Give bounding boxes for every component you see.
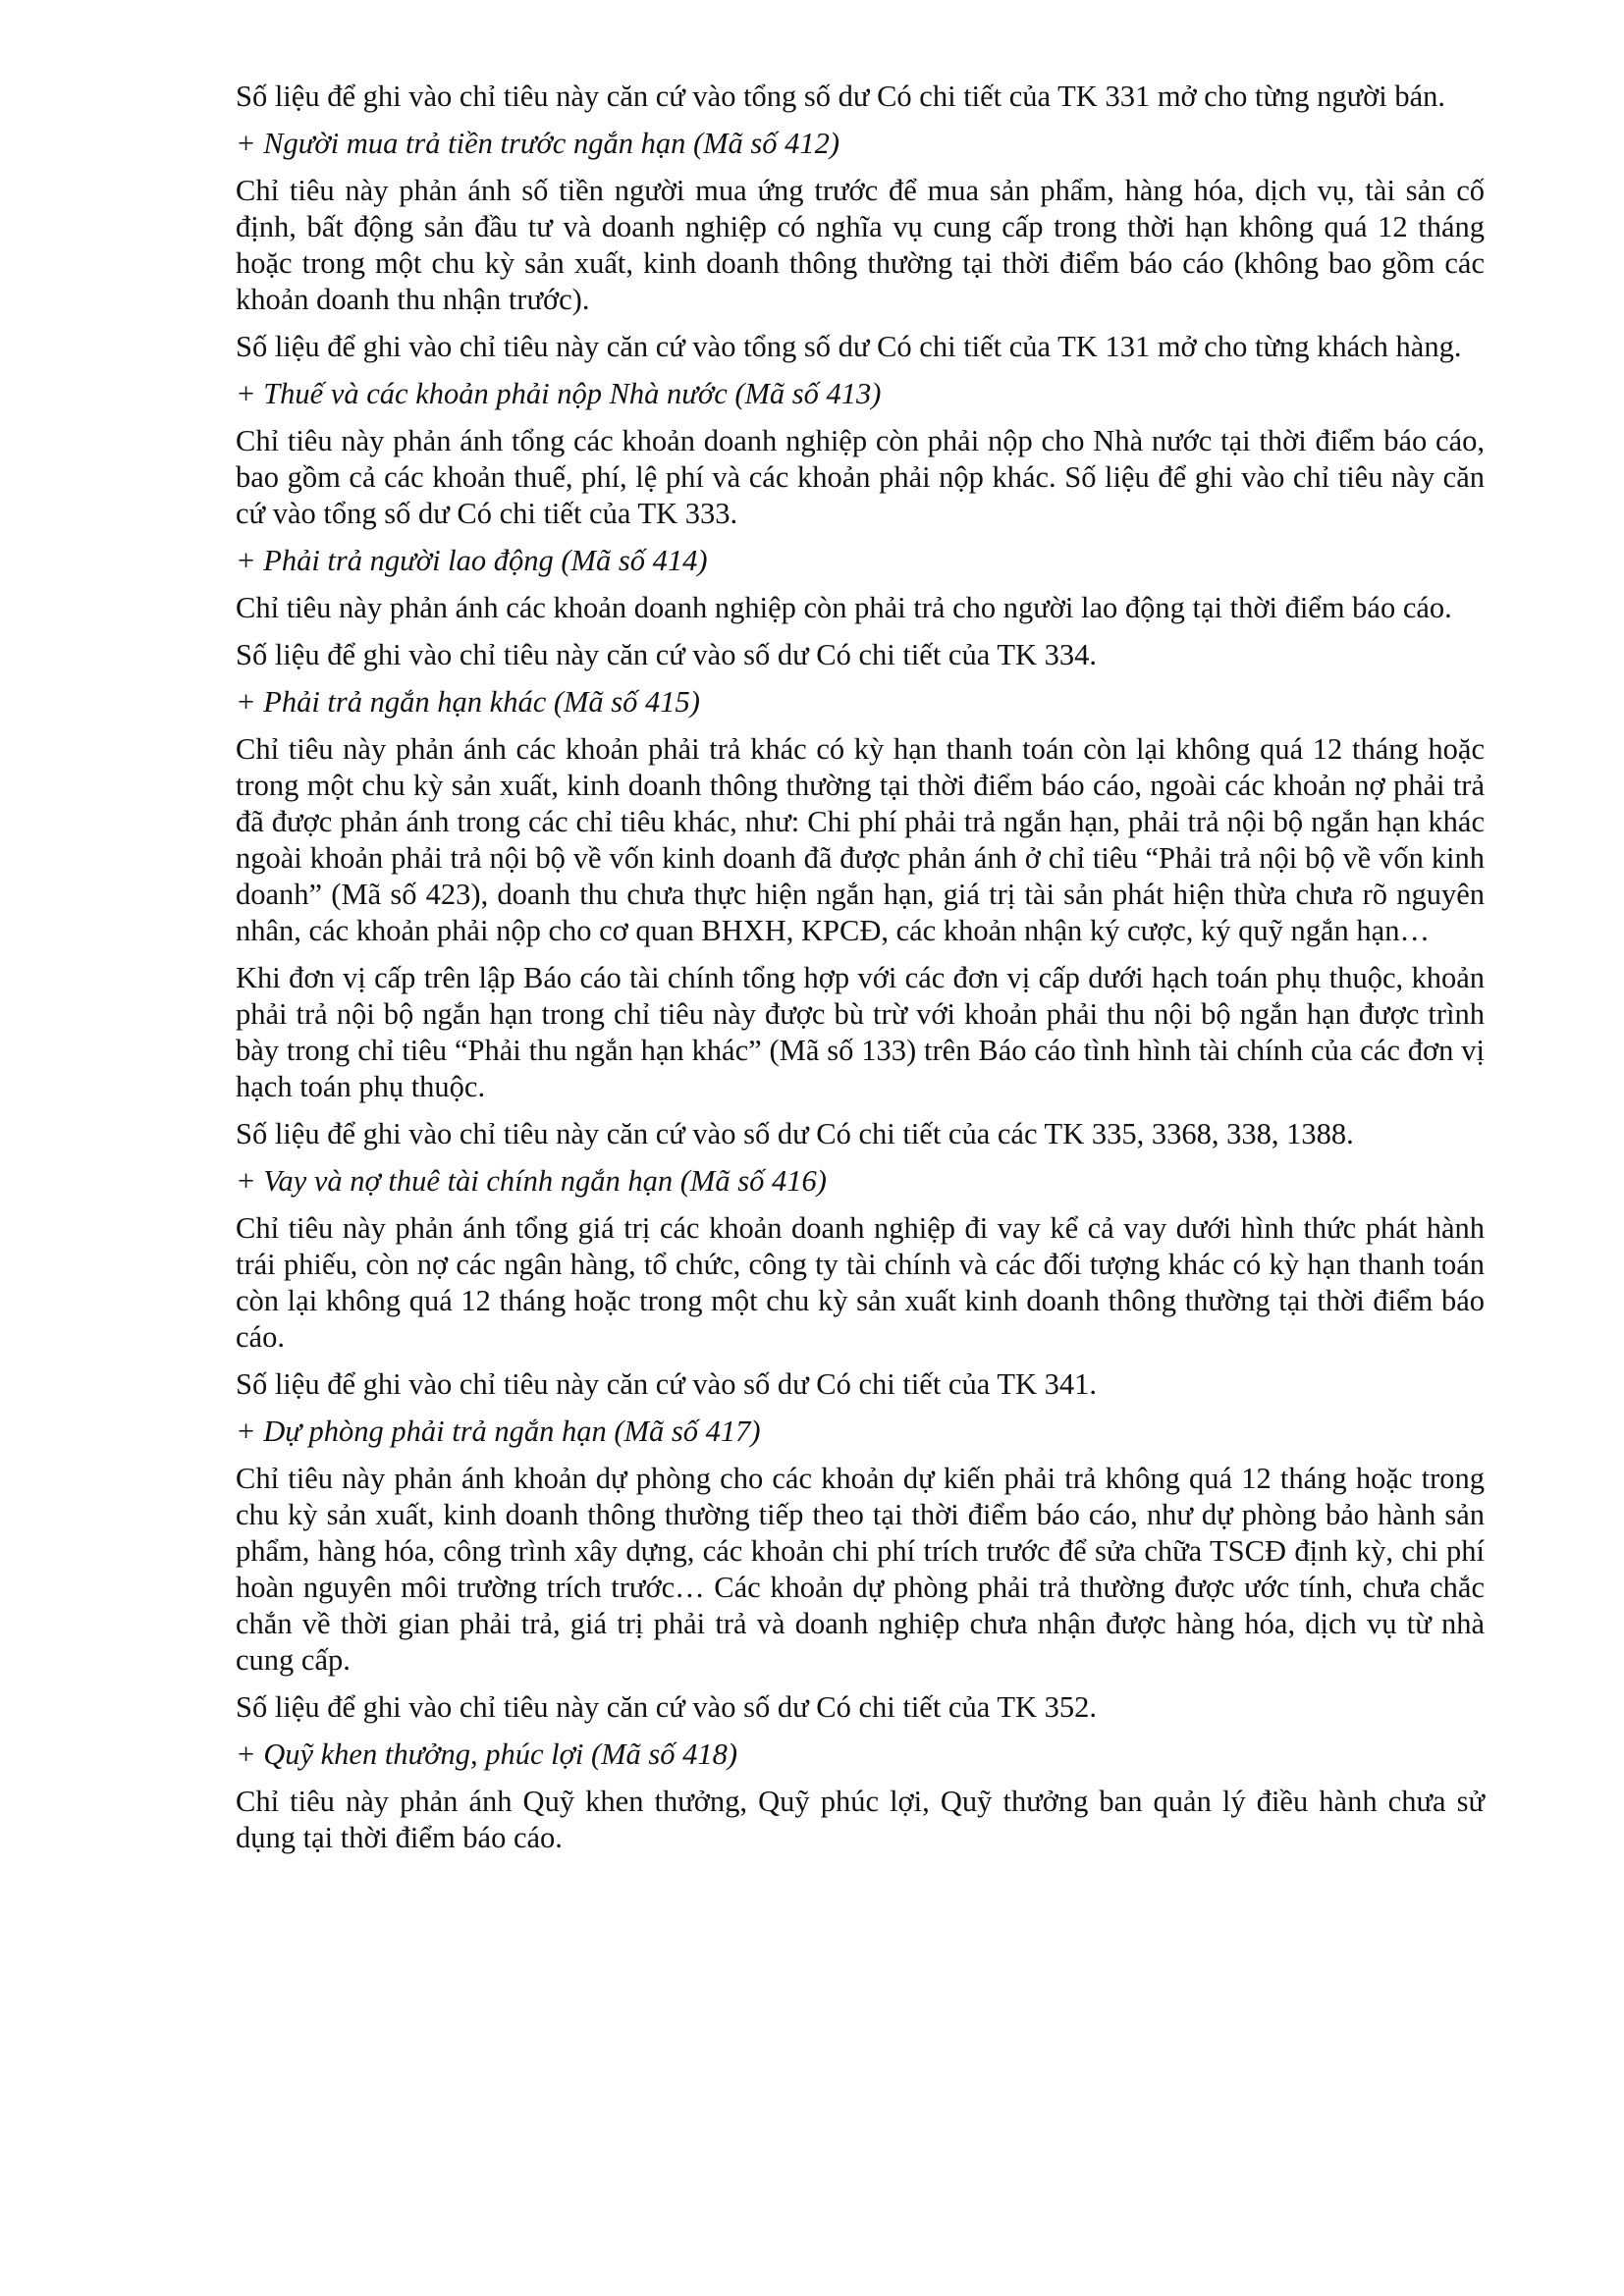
- paragraph: Số liệu để ghi vào chỉ tiêu này căn cứ vào số dư Có chi tiết của TK 334.: [236, 638, 1097, 671]
- paragraph: Khi đơn vị cấp trên lập Báo cáo tài chính tổng hợp với các đơn vị cấp dưới hạch toán phụ thuộc, khoản phải trả nội bộ ngắn hạn trong chỉ tiêu này được bù trừ với khoản phải thu nội bộ ngắn hạn được trình bày trong chỉ tiêu “Phải thu ngắn hạn khác” (Mã số 133) trên Báo cáo tình hình tài chính của các đơn vị hạch toán phụ thuộc.: [236, 961, 1485, 1103]
- paragraph: Số liệu để ghi vào chỉ tiêu này căn cứ vào số dư Có chi tiết của TK 352.: [236, 1690, 1097, 1724]
- paragraph: Chỉ tiêu này phản ánh các khoản doanh nghiệp còn phải trả cho người lao động tại thời điểm báo cáo.: [236, 591, 1452, 624]
- paragraph: Số liệu để ghi vào chỉ tiêu này căn cứ vào số dư Có chi tiết của các TK 335, 3368, 338, 1388.: [236, 1117, 1354, 1150]
- paragraph: Chỉ tiêu này phản ánh Quỹ khen thưởng, Quỹ phúc lợi, Quỹ thưởng ban quản lý điều hành chưa sử dụng tại thời điểm báo cáo.: [236, 1785, 1485, 1854]
- paragraph: Chỉ tiêu này phản ánh tổng các khoản doanh nghiệp còn phải nộp cho Nhà nước tại thời điểm báo cáo, bao gồm cả các khoản thuế, phí, lệ phí và các khoản phải nộp khác. Số liệu để ghi vào chỉ tiêu này căn cứ vào tổng số dư Có chi tiết của TK 333.: [236, 424, 1485, 530]
- paragraph: Chỉ tiêu này phản ánh tổng giá trị các khoản doanh nghiệp đi vay kể cả vay dưới hình thức phát hành trái phiếu, còn nợ các ngân hàng, tổ chức, công ty tài chính và các đối tượng khác có kỳ hạn thanh toán còn lại không quá 12 tháng hoặc trong một chu kỳ sản xuất kinh doanh thông thường tại thời điểm báo cáo.: [236, 1211, 1485, 1354]
- document-page: [236, 79, 1485, 1867]
- section-heading: + Phải trả ngắn hạn khác (Mã số 415): [236, 685, 700, 719]
- section-heading: + Thuế và các khoản phải nộp Nhà nước (Mã số 413): [236, 377, 882, 410]
- section-heading: + Người mua trả tiền trước ngắn hạn (Mã số 412): [236, 127, 840, 160]
- paragraph: Số liệu để ghi vào chỉ tiêu này căn cứ vào số dư Có chi tiết của TK 341.: [236, 1367, 1097, 1401]
- section-heading: + Quỹ khen thưởng, phúc lợi (Mã số 418): [236, 1737, 738, 1771]
- paragraph: Chỉ tiêu này phản ánh số tiền người mua ứng trước để mua sản phẩm, hàng hóa, dịch vụ, tài sản cố định, bất động sản đầu tư và doanh nghiệp có nghĩa vụ cung cấp trong thời hạn không quá 12 tháng hoặc trong một chu kỳ sản xuất, kinh doanh thông thường tại thời điểm báo cáo (không bao gồm các khoản doanh thu nhận trước).: [236, 174, 1485, 316]
- paragraph: Chỉ tiêu này phản ánh các khoản phải trả khác có kỳ hạn thanh toán còn lại không quá 12 tháng hoặc trong một chu kỳ sản xuất, kinh doanh thông thường tại thời điểm báo cáo, ngoài các khoản nợ phải trả đã được phản ánh trong các chỉ tiêu khác, như: Chi phí phải trả ngắn hạn, phải trả nội bộ ngắn hạn khác ngoài khoản phải trả nội bộ về vốn kinh doanh đã được phản ánh ở chỉ tiêu “Phải trả nội bộ về vốn kinh doanh” (Mã số 423), doanh thu chưa thực hiện ngắn hạn, giá trị tài sản phát hiện thừa chưa rõ nguyên nhân, các khoản phải nộp cho cơ quan BHXH, KPCĐ, các khoản nhận ký cược, ký quỹ ngắn hạn…: [236, 732, 1485, 947]
- section-heading: + Phải trả người lao động (Mã số 414): [236, 544, 708, 577]
- paragraph: Số liệu để ghi vào chỉ tiêu này căn cứ vào tổng số dư Có chi tiết của TK 131 mở cho từng khách hàng.: [236, 330, 1462, 363]
- section-heading: + Dự phòng phải trả ngắn hạn (Mã số 417): [236, 1415, 761, 1448]
- paragraph: Số liệu để ghi vào chỉ tiêu này căn cứ vào tổng số dư Có chi tiết của TK 331 mở cho từng người bán.: [236, 80, 1446, 113]
- paragraph: Chỉ tiêu này phản ánh khoản dự phòng cho các khoản dự kiến phải trả không quá 12 tháng hoặc trong chu kỳ sản xuất, kinh doanh thông thường tiếp theo tại thời điểm báo cáo, như dự phòng bảo hành sản phẩm, hàng hóa, công trình xây dựng, các khoản chi phí trích trước để sửa chữa TSCĐ định kỳ, chi phí hoàn nguyên môi trường trích trước… Các khoản dự phòng phải trả thường được ước tính, chưa chắc chắn về thời gian phải trả, giá trị phải trả và doanh nghiệp chưa nhận được hàng hóa, dịch vụ từ nhà cung cấp.: [236, 1462, 1485, 1677]
- section-heading: + Vay và nợ thuê tài chính ngắn hạn (Mã số 416): [236, 1164, 827, 1198]
